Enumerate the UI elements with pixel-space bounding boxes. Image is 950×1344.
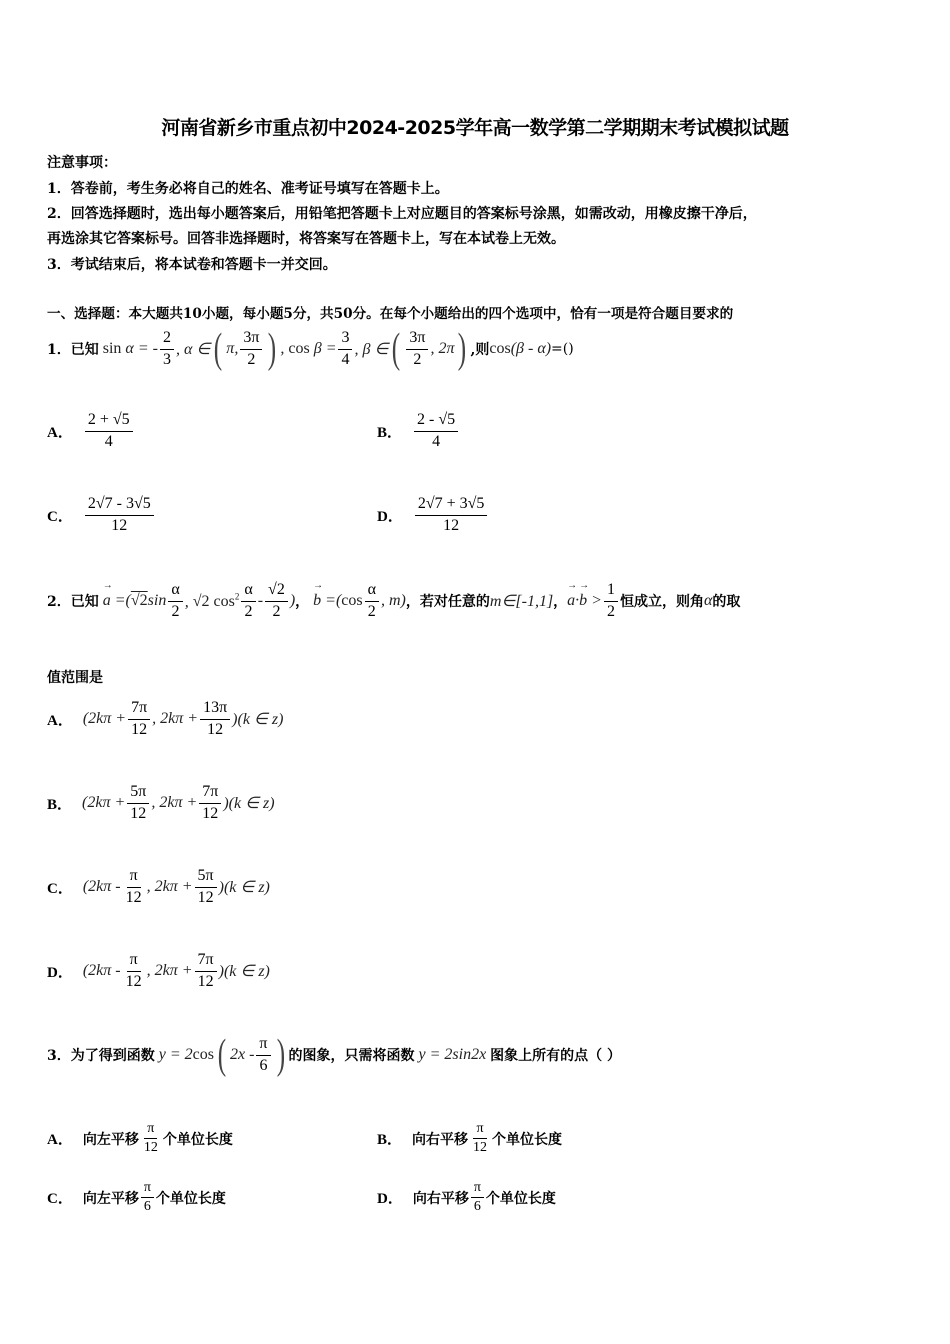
fraction <box>85 494 154 537</box>
fraction: $\frac{\pi}{6}$ <box>256 1034 270 1077</box>
notes-heading: 注意事项： <box>47 155 117 171</box>
option-text: 个单位长度 <box>485 1190 556 1207</box>
math-expr: m∈[-1,1] <box>489 593 554 611</box>
fraction: $\frac{\pi}{6}$ <box>141 1179 154 1216</box>
denominator: 12 <box>143 1140 158 1156</box>
math-expr: (2kπ + <box>82 794 126 812</box>
question-text: 值范围是 <box>47 670 103 686</box>
fraction: $\frac{3}{4}$ <box>338 328 352 371</box>
note-item: 3．考试结束后，将本试卷和答题卡一并交回。 <box>47 257 337 273</box>
option-label: B． <box>377 424 403 441</box>
option-label: C． <box>47 508 73 525</box>
option-label: D． <box>377 1191 403 1208</box>
paren: ) <box>276 1032 285 1079</box>
math-expr: π, <box>226 340 239 358</box>
option-b[interactable] <box>47 782 275 825</box>
option-b[interactable] <box>377 410 460 453</box>
note-item: 1．答卷前，考生务必将自己的姓名、准考证号填写在答题卡上。 <box>47 181 449 197</box>
option-c[interactable] <box>47 1179 226 1216</box>
fraction <box>85 410 133 453</box>
question-text: ， <box>295 594 310 611</box>
numerator: π <box>127 950 141 972</box>
denominator: 6 <box>473 1199 481 1215</box>
option-label: B． <box>47 796 73 813</box>
math-expr: , 2π <box>430 340 455 358</box>
math-expr: )(k ∈ z) <box>223 795 275 813</box>
math-expr: )(k ∈ z) <box>232 711 284 729</box>
math-expr: , 2kπ + <box>146 878 193 896</box>
math-expr: , 2kπ + <box>151 794 198 812</box>
math-expr: sin α = - <box>102 340 158 358</box>
math-expr: - <box>257 592 264 610</box>
fraction: $\frac{13\pi}{12}$ <box>200 698 230 741</box>
denominator: 12 <box>443 516 460 534</box>
note-item: 再选涂其它答案标号。回答非选择题时，将答案写在答题卡上，写在本试卷上无效。 <box>47 231 565 247</box>
math-expr: )(k ∈ z) <box>218 963 270 981</box>
paren: ( <box>392 326 401 373</box>
option-b[interactable] <box>377 1120 562 1157</box>
option-d[interactable] <box>377 494 489 537</box>
question-text: 恒成立，则角 <box>619 594 704 611</box>
math-expr: (2kπ + <box>82 710 127 728</box>
fraction: $\frac{\pi}{12}$ <box>470 1120 490 1157</box>
option-label: B． <box>377 1132 403 1149</box>
paren: ) <box>268 326 277 373</box>
math-expr: → b =(cos <box>309 592 362 610</box>
denominator: 6 <box>143 1199 151 1215</box>
paren: ( <box>217 1032 227 1079</box>
option-a[interactable] <box>47 410 135 453</box>
numerator: 7π <box>199 782 221 804</box>
math-expr: , m) <box>381 592 406 610</box>
option-label: C． <box>47 1191 73 1208</box>
math-expr: , β ∈ <box>354 341 389 359</box>
option-d[interactable] <box>377 1179 556 1216</box>
fraction <box>414 410 458 453</box>
option-c[interactable] <box>47 494 156 537</box>
math-expr: , 2kπ + <box>152 710 199 728</box>
paren: ) <box>458 326 467 373</box>
option-text: 向右平移 <box>412 1190 469 1207</box>
numerator: 7π <box>128 698 150 720</box>
option-label: A． <box>47 424 73 441</box>
math-expr: → a =(√2sin <box>99 592 167 610</box>
math-expr: , cos β = <box>280 340 337 358</box>
fraction: $\frac{\alpha}{2}$ <box>168 580 182 623</box>
numerator: 2 - √5 <box>414 410 458 432</box>
math-expr: , √2 $\cos^2$ <box>184 591 240 610</box>
question-text: 的图象，只需将函数 <box>288 1048 415 1065</box>
math-expr: α <box>703 592 713 610</box>
denominator: 4 <box>104 432 113 450</box>
math-expr: (2kπ - <box>82 878 121 896</box>
denominator: 12 <box>111 516 128 534</box>
fraction: $\frac{\pi}{12}$ <box>141 1120 161 1157</box>
option-text: 向左平移 <box>82 1131 139 1148</box>
math-expr: )(k ∈ z) <box>218 879 270 897</box>
note-item: 2．回答选择题时，选出每小题答案后，用铅笔把答题卡上对应题目的答案标号涂黑，如需改动，用橡皮擦干净后， <box>47 206 757 222</box>
option-label: C． <box>47 880 73 897</box>
option-text: 向左平移 <box>82 1190 139 1207</box>
math-expr: , α ∈ <box>175 341 211 359</box>
numerator: 13π <box>200 698 230 720</box>
fraction: $\frac{7\pi}{12}$ <box>128 698 150 741</box>
fraction: $\frac{5\pi}{12}$ <box>195 866 217 909</box>
numerator: 2 + √5 <box>85 410 133 432</box>
question-number: 1．已知 <box>47 342 99 359</box>
math-expr: → a·→ b > <box>567 592 602 610</box>
question-text: =() <box>551 341 574 358</box>
fraction: $\frac{√2}{2}$ <box>265 580 288 623</box>
math-expr: cos(β - α) <box>489 340 552 358</box>
option-label: A． <box>47 712 73 729</box>
question-number: 3．为了得到函数 <box>47 1048 155 1065</box>
numerator: 5π <box>127 782 149 804</box>
question-1 <box>47 328 574 371</box>
option-label: A． <box>47 1132 73 1149</box>
denominator: 12 <box>473 1140 488 1156</box>
question-text: ， <box>553 594 568 611</box>
math-expr: y = 2cos <box>154 1046 214 1064</box>
question-text: 的取 <box>712 594 741 611</box>
option-label: D． <box>47 964 73 981</box>
fraction: $\frac{\pi}{12}$ <box>125 951 142 990</box>
question-text: ,则 <box>470 342 490 359</box>
option-text: 向右平移 <box>412 1131 469 1148</box>
fraction: $\frac{\alpha}{2}$ <box>365 580 379 623</box>
fraction: $\frac{3\pi}{2}$ <box>406 328 428 371</box>
option-a[interactable] <box>47 698 283 741</box>
math-expr: ) <box>289 592 296 610</box>
option-text: 个单位长度 <box>162 1131 233 1148</box>
fraction: $\frac{7\pi}{12}$ <box>199 782 221 825</box>
option-a[interactable] <box>47 1120 233 1157</box>
option-d[interactable] <box>47 950 270 993</box>
fraction: $\frac{3\pi}{2}$ <box>240 328 262 371</box>
fraction: $\frac{\pi}{6}$ <box>471 1179 484 1216</box>
fraction: $\frac{5\pi}{12}$ <box>127 782 149 825</box>
fraction: $\frac{7\pi}{12}$ <box>195 950 217 993</box>
fraction: $\frac{2}{3}$ <box>160 328 174 371</box>
question-2 <box>47 580 740 623</box>
option-c[interactable] <box>47 866 270 909</box>
paren: ( <box>214 326 223 373</box>
numerator: 5π <box>195 866 217 888</box>
numerator: 2√7 + 3√5 <box>415 494 488 516</box>
math-expr: , 2kπ + <box>146 962 193 980</box>
fraction: $\frac{\pi}{12}$ <box>125 867 142 906</box>
numerator: π <box>127 866 141 888</box>
math-expr: y = 2sin2x <box>418 1046 487 1064</box>
section-heading: 一、选择题：本大题共10小题，每小题5分，共50分。在每个小题给出的四个选项中，恰有一项是符合题目要求的 <box>47 306 734 322</box>
denominator: 4 <box>432 432 441 450</box>
question-number: 2．已知 <box>47 594 99 611</box>
question-text: ，若对任意的 <box>405 594 490 611</box>
question-text: 图象上所有的点（ ） <box>490 1048 622 1065</box>
math-expr: 2x - <box>229 1046 255 1064</box>
page-title: 河南省新乡市重点初中2024-2025学年高一数学第二学期期末考试模拟试题 <box>161 117 789 139</box>
question-3 <box>47 1034 621 1077</box>
fraction: $\frac{\alpha}{2}$ <box>241 580 255 623</box>
numerator: 7π <box>195 950 217 972</box>
option-label: D． <box>377 508 403 525</box>
numerator: 2√7 - 3√5 <box>85 494 154 516</box>
option-text: 个单位长度 <box>155 1190 226 1207</box>
fraction <box>415 494 488 537</box>
option-text: 个单位长度 <box>492 1131 563 1148</box>
math-expr: (2kπ - <box>82 962 121 980</box>
fraction: $\frac{1}{2}$ <box>604 580 618 623</box>
